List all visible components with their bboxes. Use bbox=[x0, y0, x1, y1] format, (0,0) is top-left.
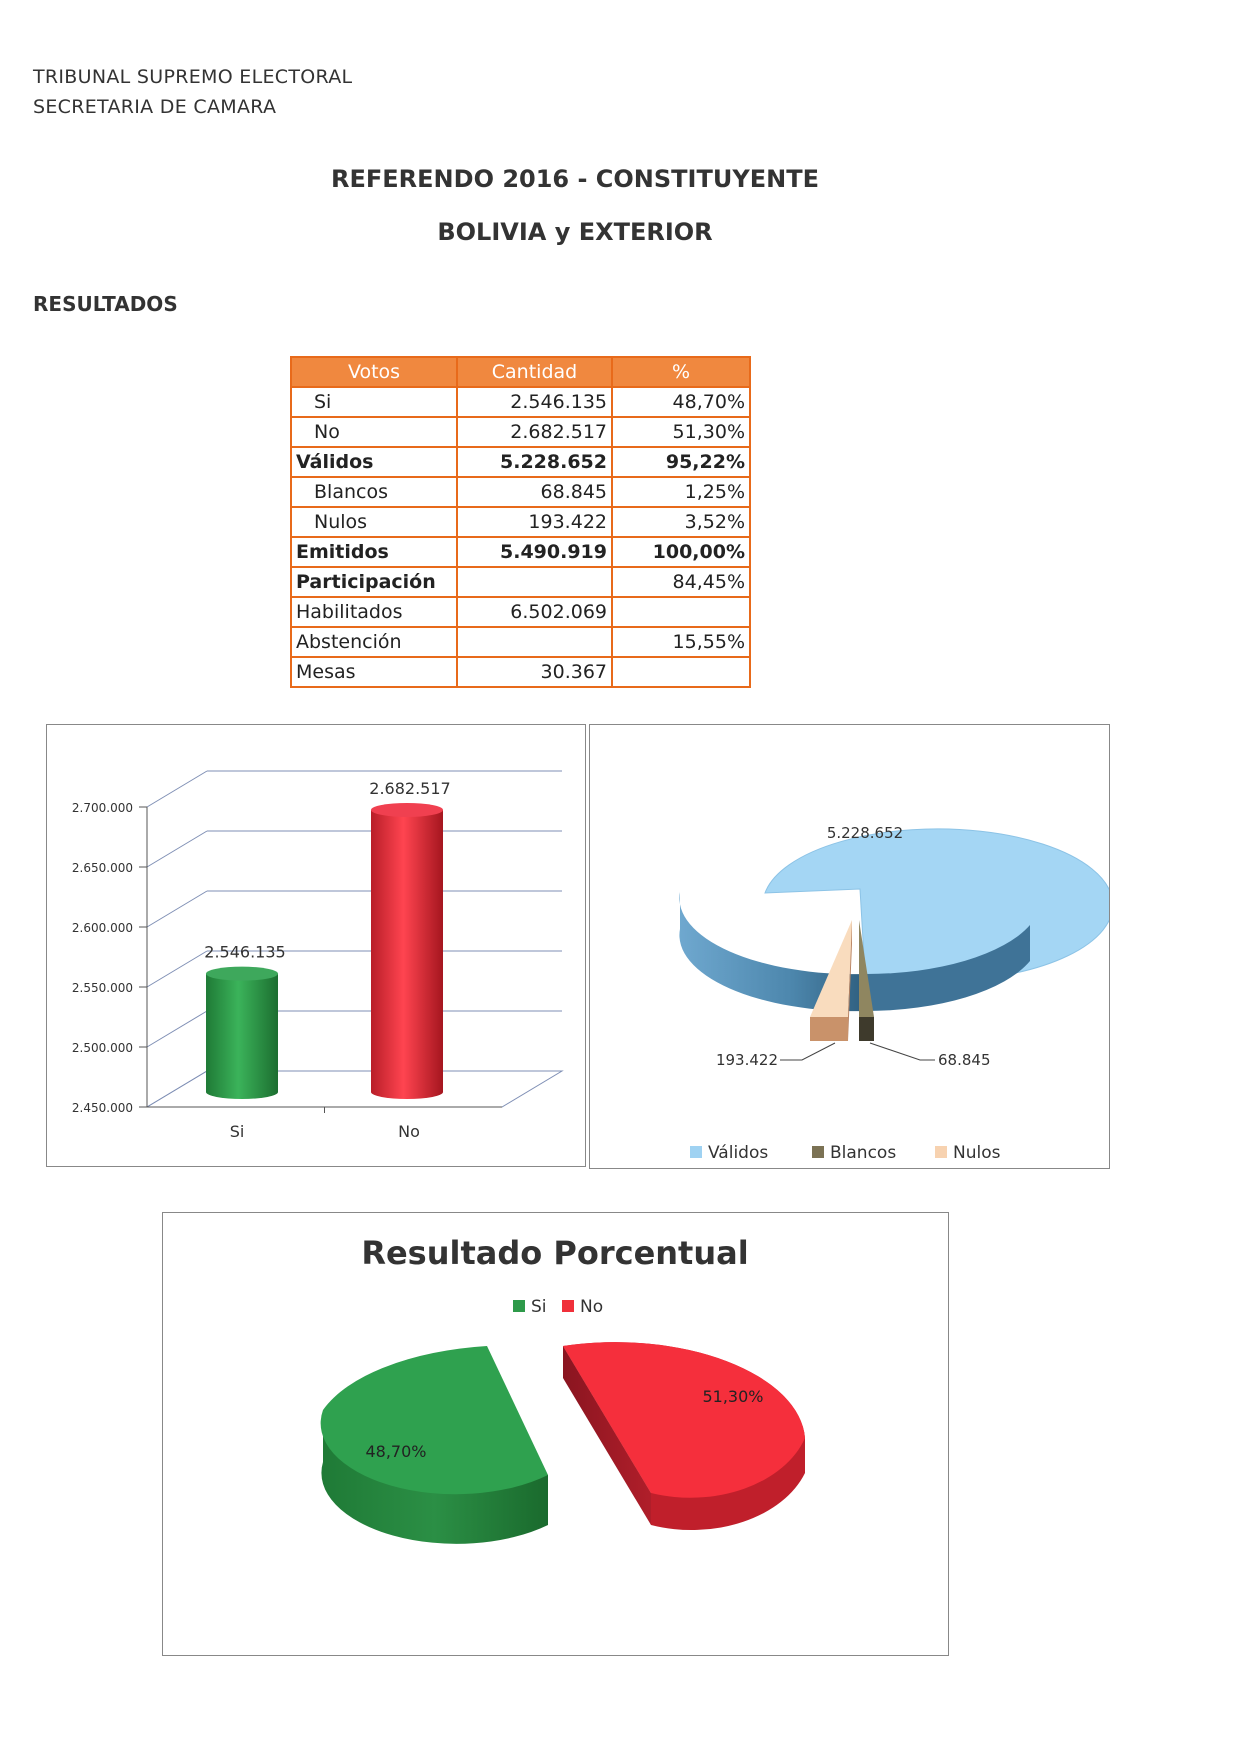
row-cantidad: 193.422 bbox=[457, 507, 612, 537]
y-tick-label: 2.500.000 bbox=[71, 1041, 133, 1055]
column-header-percent: % bbox=[612, 357, 750, 387]
data-label-no: 2.682.517 bbox=[369, 778, 451, 798]
data-label-nulos: 193.422 bbox=[715, 1051, 778, 1069]
document-title: REFERENDO 2016 - CONSTITUYENTE bbox=[331, 165, 819, 193]
table-row bbox=[291, 537, 750, 567]
row-percent: 100,00% bbox=[612, 537, 750, 567]
gridline-diagonal bbox=[147, 951, 207, 987]
row-label: Válidos bbox=[291, 447, 457, 477]
row-percent: 3,52% bbox=[612, 507, 750, 537]
data-label-si: 48,70% bbox=[365, 1442, 427, 1461]
row-cantidad bbox=[457, 627, 612, 657]
legend-swatch-no bbox=[562, 1300, 574, 1312]
legend-label-blancos: Blancos bbox=[830, 1143, 897, 1163]
org-department: SECRETARIA DE CAMARA bbox=[33, 96, 277, 118]
row-label: Habilitados bbox=[291, 597, 457, 627]
row-cantidad: 30.367 bbox=[457, 657, 612, 687]
row-cantidad: 68.845 bbox=[457, 477, 612, 507]
pie2-legend bbox=[513, 1297, 603, 1317]
row-percent: 15,55% bbox=[612, 627, 750, 657]
bar-chart-panel bbox=[46, 724, 586, 1167]
table-row bbox=[291, 657, 750, 687]
validity-pie-chart bbox=[590, 725, 1109, 1168]
data-label-si: 2.546.135 bbox=[204, 942, 286, 962]
data-label-blancos: 68.845 bbox=[938, 1051, 991, 1069]
row-cantidad: 6.502.069 bbox=[457, 597, 612, 627]
row-label: Blancos bbox=[291, 477, 457, 507]
table-row bbox=[291, 507, 750, 537]
pie1-legend bbox=[690, 1143, 1001, 1163]
legend-swatch-blancos bbox=[812, 1146, 824, 1158]
row-percent: 48,70% bbox=[612, 387, 750, 417]
row-label: Participación bbox=[291, 567, 457, 597]
legend-label-si: Si bbox=[531, 1297, 547, 1317]
table-row bbox=[291, 627, 750, 657]
validity-pie-panel bbox=[589, 724, 1110, 1169]
percentage-pie-chart bbox=[163, 1213, 948, 1655]
bar-chart bbox=[47, 725, 585, 1166]
column-header-votos: Votos bbox=[291, 357, 457, 387]
table-row bbox=[291, 417, 750, 447]
row-percent bbox=[612, 597, 750, 627]
leader-line-nulos bbox=[780, 1043, 835, 1060]
table-row bbox=[291, 387, 750, 417]
row-percent: 1,25% bbox=[612, 477, 750, 507]
row-label: Nulos bbox=[291, 507, 457, 537]
document-subtitle: BOLIVIA y EXTERIOR bbox=[437, 218, 713, 246]
data-label-validos: 5.228.652 bbox=[826, 824, 904, 842]
legend-swatch-nulos bbox=[935, 1146, 947, 1158]
data-label-no: 51,30% bbox=[702, 1387, 764, 1406]
x-category-label: Si bbox=[229, 1122, 245, 1141]
gridline-diagonal bbox=[147, 831, 207, 867]
table-header-row bbox=[291, 357, 750, 387]
row-label: Abstención bbox=[291, 627, 457, 657]
row-cantidad bbox=[457, 567, 612, 597]
bar-no bbox=[371, 803, 443, 1099]
row-label: Si bbox=[291, 387, 457, 417]
y-tick-label: 2.600.000 bbox=[71, 921, 133, 935]
row-percent bbox=[612, 657, 750, 687]
percentage-pie-panel bbox=[162, 1212, 949, 1656]
table-row bbox=[291, 447, 750, 477]
section-heading: RESULTADOS bbox=[33, 292, 178, 316]
row-label: Emitidos bbox=[291, 537, 457, 567]
y-tick-label: 2.550.000 bbox=[71, 981, 133, 995]
slice-si bbox=[321, 1346, 548, 1544]
legend-label-no: No bbox=[580, 1297, 604, 1317]
row-label: Mesas bbox=[291, 657, 457, 687]
table-row bbox=[291, 567, 750, 597]
row-label: No bbox=[291, 417, 457, 447]
x-category-label: No bbox=[398, 1122, 420, 1141]
row-cantidad: 2.682.517 bbox=[457, 417, 612, 447]
bar-si bbox=[206, 967, 278, 1099]
gridline-diagonal bbox=[147, 1011, 207, 1047]
results-table bbox=[290, 356, 751, 688]
column-header-cantidad: Cantidad bbox=[457, 357, 612, 387]
slice-no bbox=[563, 1342, 805, 1530]
legend-swatch-validos bbox=[690, 1146, 702, 1158]
gridline-diagonal bbox=[147, 891, 207, 927]
y-tick-label: 2.650.000 bbox=[71, 861, 133, 875]
y-tick-label: 2.450.000 bbox=[71, 1101, 133, 1115]
legend-label-validos: Válidos bbox=[708, 1143, 769, 1163]
slice-validos bbox=[679, 829, 1109, 1011]
table-row bbox=[291, 597, 750, 627]
chart-title: Resultado Porcentual bbox=[361, 1234, 749, 1272]
y-tick-label: 2.700.000 bbox=[71, 801, 133, 815]
leader-line-blancos bbox=[870, 1043, 935, 1060]
row-cantidad: 2.546.135 bbox=[457, 387, 612, 417]
org-name: TRIBUNAL SUPREMO ELECTORAL bbox=[33, 66, 353, 88]
row-percent: 51,30% bbox=[612, 417, 750, 447]
legend-label-nulos: Nulos bbox=[953, 1143, 1001, 1163]
row-percent: 95,22% bbox=[612, 447, 750, 477]
legend-swatch-si bbox=[513, 1300, 525, 1312]
row-cantidad: 5.490.919 bbox=[457, 537, 612, 567]
row-percent: 84,45% bbox=[612, 567, 750, 597]
table-row bbox=[291, 477, 750, 507]
gridline-diagonal bbox=[147, 771, 207, 807]
row-cantidad: 5.228.652 bbox=[457, 447, 612, 477]
